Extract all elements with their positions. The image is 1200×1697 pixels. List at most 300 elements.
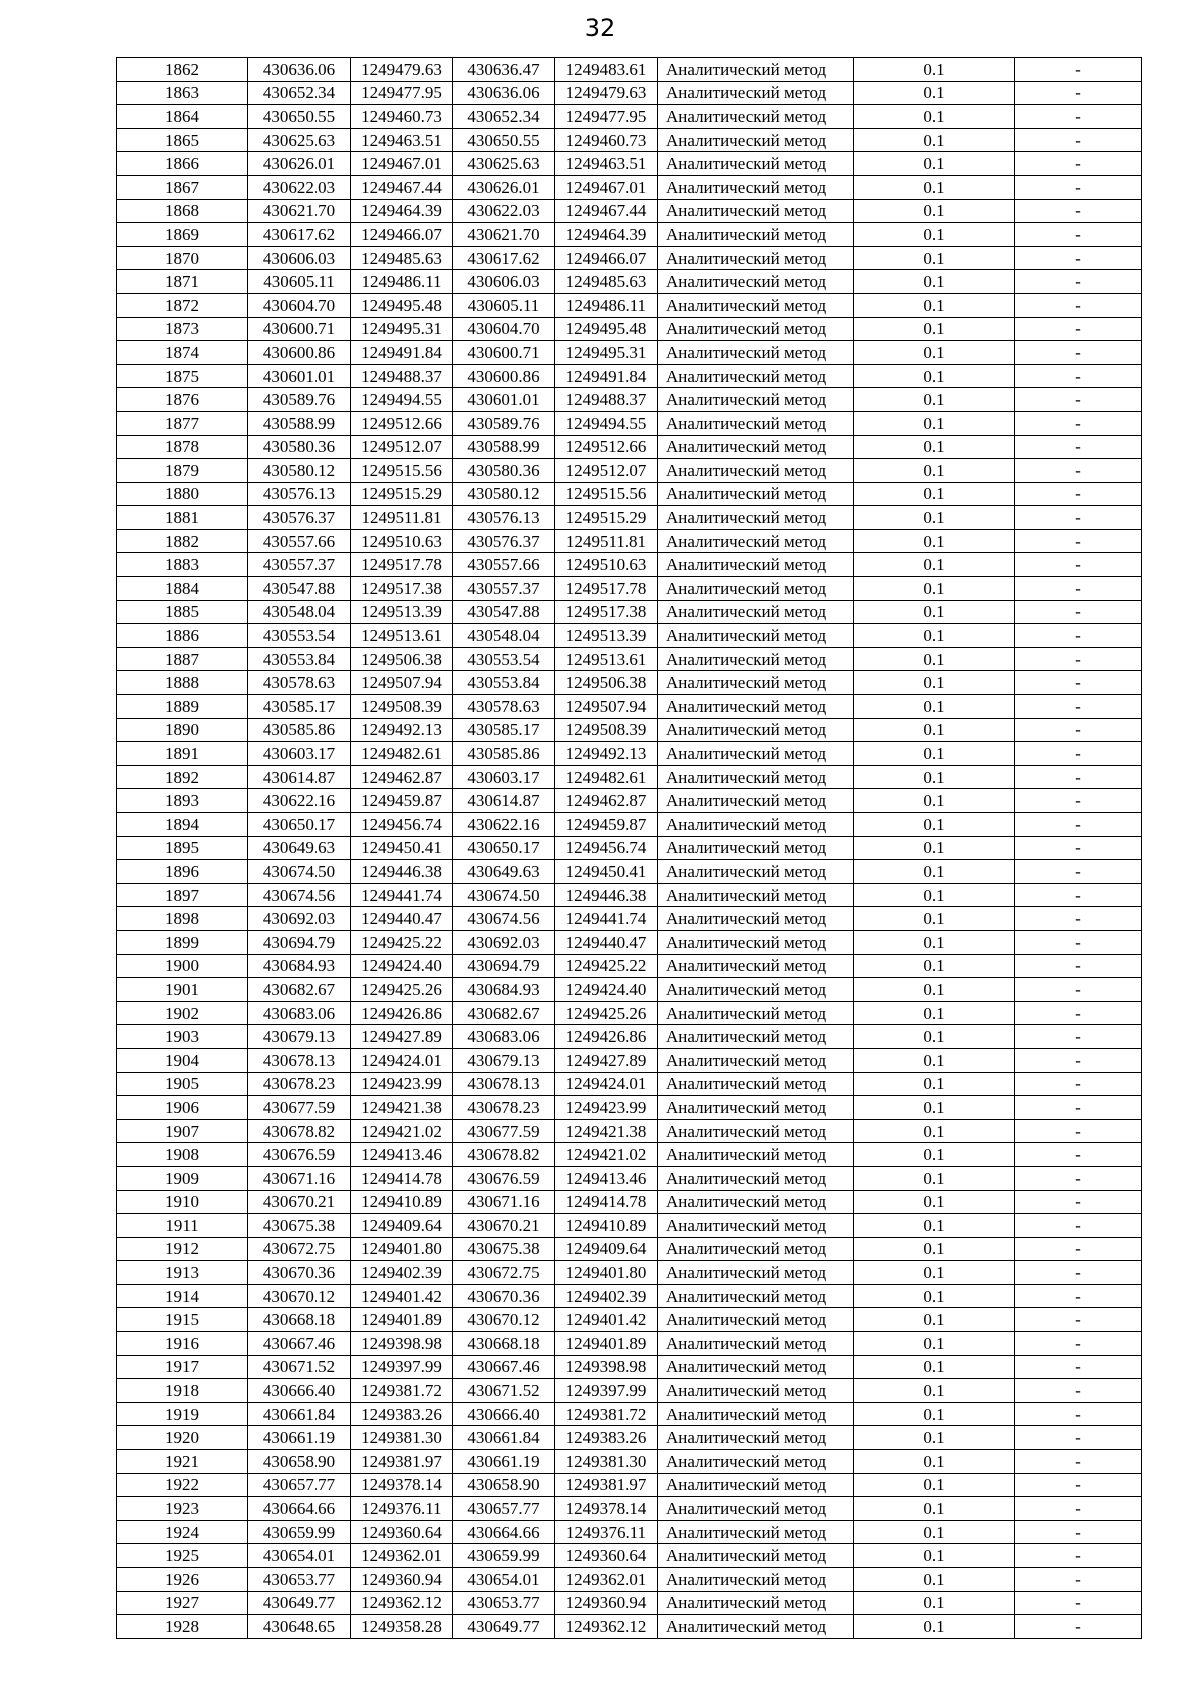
y-end-cell: 1249401.89 [555,1332,658,1356]
method-cell: Аналитический метод [658,152,854,176]
x-start-cell: 430600.86 [248,341,351,365]
point-number-cell: 1878 [117,435,248,459]
point-number-cell: 1899 [117,930,248,954]
table-row [117,1025,1142,1049]
y-end-cell: 1249381.72 [555,1402,658,1426]
description-cell: - [1015,435,1142,459]
description-cell: - [1015,270,1142,294]
x-start-cell: 430672.75 [248,1237,351,1261]
y-end-cell: 1249456.74 [555,836,658,860]
method-cell: Аналитический метод [658,789,854,813]
x-start-cell: 430547.88 [248,577,351,601]
method-cell: Аналитический метод [658,718,854,742]
point-number-cell: 1873 [117,317,248,341]
y-start-cell: 1249456.74 [351,813,453,837]
x-end-cell: 430671.52 [453,1379,555,1403]
precision-cell: 0.1 [854,1450,1015,1474]
method-cell: Аналитический метод [658,765,854,789]
x-end-cell: 430553.54 [453,647,555,671]
description-cell: - [1015,671,1142,695]
precision-cell: 0.1 [854,1048,1015,1072]
method-cell: Аналитический метод [658,600,854,624]
description-cell: - [1015,553,1142,577]
method-cell: Аналитический метод [658,58,854,82]
x-end-cell: 430674.50 [453,883,555,907]
precision-cell: 0.1 [854,1308,1015,1332]
method-cell: Аналитический метод [658,1166,854,1190]
x-start-cell: 430664.66 [248,1497,351,1521]
y-start-cell: 1249463.51 [351,128,453,152]
point-number-cell: 1871 [117,270,248,294]
x-start-cell: 430661.84 [248,1402,351,1426]
table-row [117,1190,1142,1214]
description-cell: - [1015,695,1142,719]
precision-cell: 0.1 [854,459,1015,483]
y-end-cell: 1249376.11 [555,1520,658,1544]
x-start-cell: 430674.56 [248,883,351,907]
description-cell: - [1015,175,1142,199]
method-cell: Аналитический метод [658,246,854,270]
x-start-cell: 430654.01 [248,1544,351,1568]
table-row [117,1355,1142,1379]
description-cell: - [1015,1237,1142,1261]
y-start-cell: 1249360.94 [351,1568,453,1592]
x-end-cell: 430653.77 [453,1591,555,1615]
y-start-cell: 1249512.07 [351,435,453,459]
precision-cell: 0.1 [854,836,1015,860]
precision-cell: 0.1 [854,1520,1015,1544]
table-row [117,81,1142,105]
x-end-cell: 430678.13 [453,1072,555,1096]
x-end-cell: 430600.71 [453,341,555,365]
point-number-cell: 1887 [117,647,248,671]
y-start-cell: 1249441.74 [351,883,453,907]
y-start-cell: 1249486.11 [351,270,453,294]
description-cell: - [1015,1379,1142,1403]
y-end-cell: 1249446.38 [555,883,658,907]
table-row [117,105,1142,129]
y-start-cell: 1249512.66 [351,411,453,435]
method-cell: Аналитический метод [658,1048,854,1072]
x-end-cell: 430684.93 [453,978,555,1002]
method-cell: Аналитический метод [658,175,854,199]
point-number-cell: 1898 [117,907,248,931]
y-start-cell: 1249459.87 [351,789,453,813]
y-end-cell: 1249398.98 [555,1355,658,1379]
x-end-cell: 430553.84 [453,671,555,695]
description-cell: - [1015,341,1142,365]
table-row [117,742,1142,766]
x-end-cell: 430661.19 [453,1450,555,1474]
x-start-cell: 430650.55 [248,105,351,129]
x-end-cell: 430548.04 [453,624,555,648]
table-row [117,647,1142,671]
x-end-cell: 430692.03 [453,930,555,954]
y-start-cell: 1249427.89 [351,1025,453,1049]
y-start-cell: 1249462.87 [351,765,453,789]
method-cell: Аналитический метод [658,624,854,648]
x-start-cell: 430674.50 [248,860,351,884]
x-end-cell: 430677.59 [453,1119,555,1143]
point-number-cell: 1907 [117,1119,248,1143]
method-cell: Аналитический метод [658,695,854,719]
method-cell: Аналитический метод [658,1544,854,1568]
table-row [117,435,1142,459]
table-row [117,907,1142,931]
point-number-cell: 1925 [117,1544,248,1568]
description-cell: - [1015,1426,1142,1450]
description-cell: - [1015,1214,1142,1238]
x-end-cell: 430661.84 [453,1426,555,1450]
point-number-cell: 1869 [117,223,248,247]
y-start-cell: 1249488.37 [351,364,453,388]
method-cell: Аналитический метод [658,81,854,105]
point-number-cell: 1885 [117,600,248,624]
description-cell: - [1015,1072,1142,1096]
table-row [117,1544,1142,1568]
point-number-cell: 1877 [117,411,248,435]
x-start-cell: 430652.34 [248,81,351,105]
y-start-cell: 1249491.84 [351,341,453,365]
y-start-cell: 1249464.39 [351,199,453,223]
x-end-cell: 430622.03 [453,199,555,223]
precision-cell: 0.1 [854,1143,1015,1167]
point-number-cell: 1893 [117,789,248,813]
method-cell: Аналитический метод [658,1402,854,1426]
x-start-cell: 430649.63 [248,836,351,860]
description-cell: - [1015,482,1142,506]
description-cell: - [1015,1308,1142,1332]
x-start-cell: 430557.66 [248,529,351,553]
y-end-cell: 1249450.41 [555,860,658,884]
x-start-cell: 430601.01 [248,364,351,388]
precision-cell: 0.1 [854,671,1015,695]
y-start-cell: 1249477.95 [351,81,453,105]
precision-cell: 0.1 [854,1284,1015,1308]
method-cell: Аналитический метод [658,1096,854,1120]
x-start-cell: 430678.23 [248,1072,351,1096]
y-end-cell: 1249467.44 [555,199,658,223]
x-end-cell: 430606.03 [453,270,555,294]
table-row [117,860,1142,884]
method-cell: Аналитический метод [658,1261,854,1285]
y-end-cell: 1249441.74 [555,907,658,931]
point-number-cell: 1886 [117,624,248,648]
precision-cell: 0.1 [854,1426,1015,1450]
y-end-cell: 1249507.94 [555,695,658,719]
description-cell: - [1015,199,1142,223]
description-cell: - [1015,1025,1142,1049]
y-end-cell: 1249402.39 [555,1284,658,1308]
method-cell: Аналитический метод [658,930,854,954]
x-end-cell: 430650.17 [453,836,555,860]
x-end-cell: 430601.01 [453,388,555,412]
precision-cell: 0.1 [854,175,1015,199]
x-end-cell: 430694.79 [453,954,555,978]
precision-cell: 0.1 [854,1355,1015,1379]
point-number-cell: 1920 [117,1426,248,1450]
precision-cell: 0.1 [854,600,1015,624]
y-start-cell: 1249424.40 [351,954,453,978]
table-row [117,152,1142,176]
y-start-cell: 1249401.89 [351,1308,453,1332]
point-number-cell: 1884 [117,577,248,601]
x-end-cell: 430605.11 [453,293,555,317]
y-start-cell: 1249424.01 [351,1048,453,1072]
description-cell: - [1015,577,1142,601]
x-end-cell: 430658.90 [453,1473,555,1497]
x-end-cell: 430617.62 [453,246,555,270]
method-cell: Аналитический метод [658,293,854,317]
method-cell: Аналитический метод [658,954,854,978]
description-cell: - [1015,1615,1142,1639]
table-row [117,671,1142,695]
precision-cell: 0.1 [854,435,1015,459]
x-end-cell: 430614.87 [453,789,555,813]
point-number-cell: 1913 [117,1261,248,1285]
y-start-cell: 1249402.39 [351,1261,453,1285]
x-end-cell: 430557.66 [453,553,555,577]
point-number-cell: 1876 [117,388,248,412]
table-row [117,482,1142,506]
x-end-cell: 430667.46 [453,1355,555,1379]
coordinates-table [116,57,1142,1639]
y-start-cell: 1249506.38 [351,647,453,671]
precision-cell: 0.1 [854,1119,1015,1143]
x-start-cell: 430604.70 [248,293,351,317]
y-start-cell: 1249378.14 [351,1473,453,1497]
x-start-cell: 430676.59 [248,1143,351,1167]
y-start-cell: 1249467.44 [351,175,453,199]
x-end-cell: 430622.16 [453,813,555,837]
table-row [117,1568,1142,1592]
table-row [117,1473,1142,1497]
method-cell: Аналитический метод [658,1237,854,1261]
method-cell: Аналитический метод [658,742,854,766]
precision-cell: 0.1 [854,341,1015,365]
y-start-cell: 1249507.94 [351,671,453,695]
table-row [117,199,1142,223]
x-start-cell: 430675.38 [248,1214,351,1238]
y-start-cell: 1249381.30 [351,1426,453,1450]
x-start-cell: 430576.37 [248,506,351,530]
y-start-cell: 1249383.26 [351,1402,453,1426]
y-end-cell: 1249482.61 [555,765,658,789]
y-end-cell: 1249360.94 [555,1591,658,1615]
x-end-cell: 430649.63 [453,860,555,884]
x-start-cell: 430626.01 [248,152,351,176]
y-end-cell: 1249423.99 [555,1096,658,1120]
point-number-cell: 1863 [117,81,248,105]
point-number-cell: 1872 [117,293,248,317]
y-start-cell: 1249466.07 [351,223,453,247]
y-end-cell: 1249425.26 [555,1001,658,1025]
y-end-cell: 1249513.61 [555,647,658,671]
x-start-cell: 430670.36 [248,1261,351,1285]
y-end-cell: 1249378.14 [555,1497,658,1521]
y-end-cell: 1249515.56 [555,482,658,506]
x-start-cell: 430650.17 [248,813,351,837]
x-start-cell: 430622.16 [248,789,351,813]
description-cell: - [1015,128,1142,152]
point-number-cell: 1865 [117,128,248,152]
x-end-cell: 430652.34 [453,105,555,129]
y-start-cell: 1249479.63 [351,58,453,82]
table-row [117,718,1142,742]
x-start-cell: 430657.77 [248,1473,351,1497]
table-row [117,1214,1142,1238]
point-number-cell: 1890 [117,718,248,742]
y-start-cell: 1249401.42 [351,1284,453,1308]
description-cell: - [1015,152,1142,176]
table-row [117,293,1142,317]
y-end-cell: 1249511.81 [555,529,658,553]
method-cell: Аналитический метод [658,1025,854,1049]
description-cell: - [1015,293,1142,317]
point-number-cell: 1874 [117,341,248,365]
table-row [117,1237,1142,1261]
table-row [117,1308,1142,1332]
y-end-cell: 1249362.12 [555,1615,658,1639]
table-row [117,58,1142,82]
x-start-cell: 430694.79 [248,930,351,954]
description-cell: - [1015,907,1142,931]
table-row [117,175,1142,199]
x-end-cell: 430657.77 [453,1497,555,1521]
y-start-cell: 1249446.38 [351,860,453,884]
description-cell: - [1015,813,1142,837]
page-number: 32 [584,14,616,42]
precision-cell: 0.1 [854,624,1015,648]
point-number-cell: 1870 [117,246,248,270]
precision-cell: 0.1 [854,411,1015,435]
y-end-cell: 1249515.29 [555,506,658,530]
point-number-cell: 1928 [117,1615,248,1639]
precision-cell: 0.1 [854,1544,1015,1568]
y-end-cell: 1249492.13 [555,742,658,766]
description-cell: - [1015,789,1142,813]
point-number-cell: 1894 [117,813,248,837]
x-start-cell: 430614.87 [248,765,351,789]
precision-cell: 0.1 [854,1568,1015,1592]
y-start-cell: 1249495.48 [351,293,453,317]
table-row [117,813,1142,837]
table-row [117,270,1142,294]
x-end-cell: 430636.06 [453,81,555,105]
method-cell: Аналитический метод [658,1284,854,1308]
point-number-cell: 1903 [117,1025,248,1049]
precision-cell: 0.1 [854,1473,1015,1497]
x-end-cell: 430671.16 [453,1190,555,1214]
method-cell: Аналитический метод [658,1520,854,1544]
y-start-cell: 1249513.39 [351,600,453,624]
y-end-cell: 1249512.66 [555,435,658,459]
table-row [117,364,1142,388]
method-cell: Аналитический метод [658,1143,854,1167]
x-start-cell: 430667.46 [248,1332,351,1356]
x-end-cell: 430678.82 [453,1143,555,1167]
y-end-cell: 1249421.38 [555,1119,658,1143]
method-cell: Аналитический метод [658,1190,854,1214]
point-number-cell: 1867 [117,175,248,199]
table-row [117,577,1142,601]
x-end-cell: 430585.17 [453,718,555,742]
table-row [117,600,1142,624]
table-row [117,1166,1142,1190]
point-number-cell: 1902 [117,1001,248,1025]
y-start-cell: 1249421.38 [351,1096,453,1120]
precision-cell: 0.1 [854,81,1015,105]
precision-cell: 0.1 [854,246,1015,270]
y-end-cell: 1249494.55 [555,411,658,435]
description-cell: - [1015,459,1142,483]
point-number-cell: 1908 [117,1143,248,1167]
method-cell: Аналитический метод [658,907,854,931]
description-cell: - [1015,883,1142,907]
x-start-cell: 430671.52 [248,1355,351,1379]
precision-cell: 0.1 [854,647,1015,671]
point-number-cell: 1896 [117,860,248,884]
y-end-cell: 1249410.89 [555,1214,658,1238]
y-start-cell: 1249515.56 [351,459,453,483]
point-number-cell: 1875 [117,364,248,388]
description-cell: - [1015,58,1142,82]
y-end-cell: 1249512.07 [555,459,658,483]
precision-cell: 0.1 [854,506,1015,530]
point-number-cell: 1888 [117,671,248,695]
y-start-cell: 1249450.41 [351,836,453,860]
description-cell: - [1015,930,1142,954]
x-end-cell: 430585.86 [453,742,555,766]
description-cell: - [1015,506,1142,530]
y-end-cell: 1249463.51 [555,152,658,176]
description-cell: - [1015,1355,1142,1379]
table-row [117,765,1142,789]
y-start-cell: 1249362.01 [351,1544,453,1568]
x-end-cell: 430649.77 [453,1615,555,1639]
precision-cell: 0.1 [854,1025,1015,1049]
table-row [117,1379,1142,1403]
y-start-cell: 1249423.99 [351,1072,453,1096]
y-start-cell: 1249409.64 [351,1214,453,1238]
x-end-cell: 430678.23 [453,1096,555,1120]
y-end-cell: 1249508.39 [555,718,658,742]
method-cell: Аналитический метод [658,1591,854,1615]
x-end-cell: 430547.88 [453,600,555,624]
x-start-cell: 430580.12 [248,459,351,483]
method-cell: Аналитический метод [658,813,854,837]
point-number-cell: 1914 [117,1284,248,1308]
description-cell: - [1015,1402,1142,1426]
description-cell: - [1015,600,1142,624]
x-end-cell: 430675.38 [453,1237,555,1261]
description-cell: - [1015,411,1142,435]
description-cell: - [1015,1520,1142,1544]
x-end-cell: 430679.13 [453,1048,555,1072]
y-start-cell: 1249510.63 [351,529,453,553]
y-start-cell: 1249360.64 [351,1520,453,1544]
description-cell: - [1015,978,1142,1002]
method-cell: Аналитический метод [658,1214,854,1238]
precision-cell: 0.1 [854,695,1015,719]
table-row [117,1615,1142,1639]
y-start-cell: 1249381.72 [351,1379,453,1403]
description-cell: - [1015,1143,1142,1167]
description-cell: - [1015,364,1142,388]
x-end-cell: 430588.99 [453,435,555,459]
y-start-cell: 1249397.99 [351,1355,453,1379]
y-end-cell: 1249485.63 [555,270,658,294]
